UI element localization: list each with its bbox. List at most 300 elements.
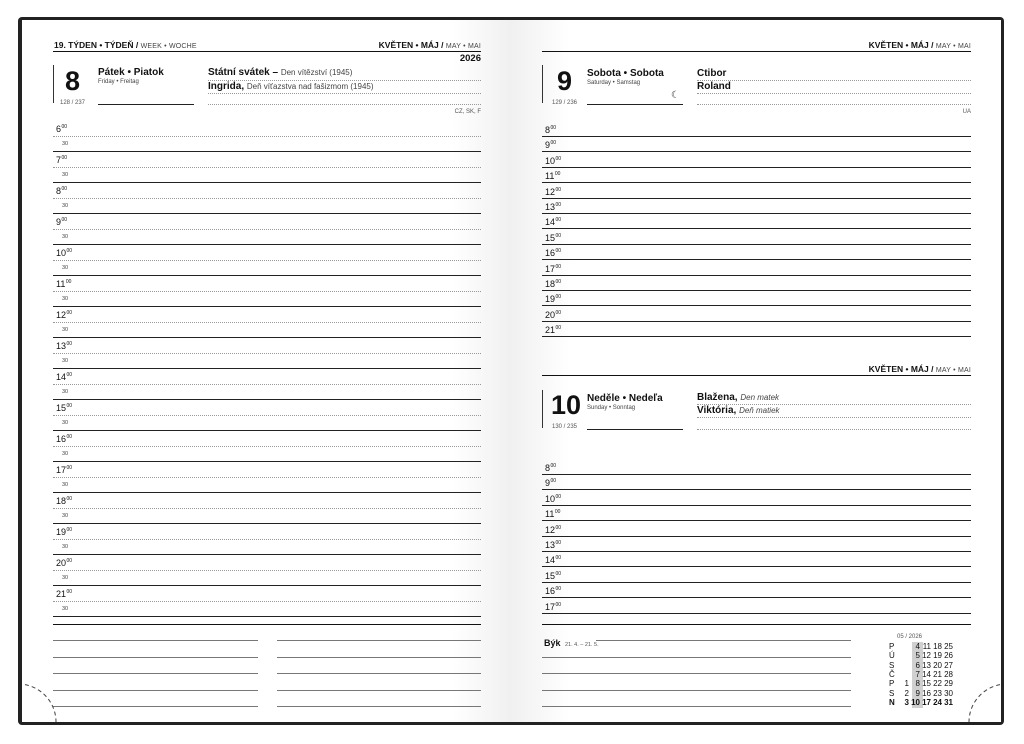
day-vbar xyxy=(542,65,543,103)
hour-number: 10 xyxy=(545,493,556,504)
notes-line[interactable] xyxy=(277,690,481,691)
hour-label xyxy=(545,140,556,150)
hour-minutes: 00 xyxy=(66,496,73,502)
half-hour-line xyxy=(53,570,481,571)
weekday-label: P xyxy=(889,642,895,651)
hour-minutes: 00 xyxy=(555,217,562,224)
half-hour-line xyxy=(53,260,481,261)
hour-minutes: 00 xyxy=(66,434,73,440)
hour-line[interactable] xyxy=(53,306,481,307)
half-hour-label: 30 xyxy=(62,141,69,147)
hour-line[interactable] xyxy=(542,136,971,137)
calendar-day: 20 xyxy=(933,660,942,670)
half-hour-label: 30 xyxy=(62,606,69,612)
page-corner-decoration xyxy=(22,670,68,722)
hour-label xyxy=(56,217,67,227)
half-hour-label: 30 xyxy=(62,451,69,457)
notes-line[interactable] xyxy=(596,640,851,641)
mini-calendar-row xyxy=(889,679,953,688)
notes-line[interactable] xyxy=(542,706,851,707)
hour-label xyxy=(56,186,67,196)
hour-minutes: 00 xyxy=(555,232,562,239)
mini-calendar-row xyxy=(889,642,953,651)
calendar-day: 14 xyxy=(922,669,931,679)
hour-label xyxy=(56,248,72,258)
calendar-day: 23 xyxy=(933,688,942,698)
hour-number: 8 xyxy=(545,463,551,473)
hour-line[interactable] xyxy=(53,275,481,276)
day-name: Sobota • Sobota xyxy=(587,68,664,79)
hour-line[interactable] xyxy=(53,585,481,586)
hour-number: 12 xyxy=(545,524,556,535)
half-hour-line xyxy=(53,477,481,478)
hour-number: 11 xyxy=(56,279,66,289)
hour-number: 12 xyxy=(56,310,67,320)
weekday-label: S xyxy=(889,660,895,670)
half-hour-label: 30 xyxy=(62,420,69,426)
event-1 xyxy=(208,67,352,78)
hour-label xyxy=(56,155,67,165)
hour-number: 8 xyxy=(56,186,62,196)
hour-line[interactable] xyxy=(53,244,481,245)
hour-minutes: 00 xyxy=(61,155,68,161)
half-hour-label: 30 xyxy=(62,358,69,364)
calendar-day: 21 xyxy=(933,669,942,679)
hour-line[interactable] xyxy=(53,492,481,493)
hour-label xyxy=(545,540,561,550)
hour-label xyxy=(545,509,560,519)
hour-line[interactable] xyxy=(542,582,971,583)
notes-rule xyxy=(53,624,481,625)
month-label: KVĚTEN • MÁJ / xyxy=(868,364,934,374)
mini-calendar-row xyxy=(889,689,953,698)
hour-number: 9 xyxy=(56,217,62,227)
hour-line[interactable] xyxy=(542,290,971,291)
notes-line[interactable] xyxy=(277,706,481,707)
hour-label xyxy=(545,264,561,274)
hour-number: 7 xyxy=(56,155,62,165)
zodiac xyxy=(544,633,599,651)
notes-line[interactable] xyxy=(542,657,851,658)
calendar-day: 19 xyxy=(933,651,942,661)
hour-minutes: 00 xyxy=(61,124,68,130)
calendar-day: 5 xyxy=(915,651,920,661)
hour-minutes: 00 xyxy=(555,279,562,285)
half-hour-label: 30 xyxy=(62,327,69,333)
day-underline xyxy=(587,429,683,430)
hour-number: 18 xyxy=(545,279,556,289)
month-header-right xyxy=(869,40,971,50)
month-header-day2 xyxy=(869,364,971,374)
hour-minutes: 00 xyxy=(555,294,562,301)
hour-line[interactable] xyxy=(542,613,971,614)
calendar-day: 15 xyxy=(922,679,931,689)
month-header-left xyxy=(379,40,481,50)
page-corner-decoration xyxy=(957,670,1001,722)
calendar-day: 9 xyxy=(915,688,920,698)
hour-number: 15 xyxy=(545,232,556,243)
day-count: 130 / 235 xyxy=(552,424,578,430)
calendar-day: 2 xyxy=(904,688,909,698)
hour-line[interactable] xyxy=(542,597,971,598)
half-hour-label: 30 xyxy=(62,203,69,209)
header-rule xyxy=(542,375,971,376)
hour-minutes: 00 xyxy=(555,540,562,546)
hour-label xyxy=(545,202,561,212)
day-name: Pátek • Piatok xyxy=(98,67,164,78)
day-number: 10 xyxy=(551,390,582,420)
hour-minutes: 00 xyxy=(555,263,562,270)
event-2-name: Ingrida, xyxy=(208,81,245,92)
notes-line[interactable] xyxy=(277,673,481,674)
hour-line[interactable] xyxy=(542,228,971,229)
hour-number: 21 xyxy=(56,589,67,599)
hour-number: 9 xyxy=(545,478,551,489)
hour-number: 8 xyxy=(545,125,551,135)
hour-line[interactable] xyxy=(542,259,971,260)
month-sub: MAY • MAI xyxy=(445,43,481,50)
half-hour-line xyxy=(53,601,481,602)
notes-line[interactable] xyxy=(277,640,481,641)
hour-minutes: 00 xyxy=(555,601,562,608)
hour-label xyxy=(545,248,561,258)
half-hour-line xyxy=(53,446,481,447)
nameday-line xyxy=(697,104,971,105)
hour-minutes: 00 xyxy=(555,155,562,162)
notes-line[interactable] xyxy=(53,640,258,641)
half-hour-line xyxy=(53,322,481,323)
calendar-day: 31 xyxy=(944,697,953,707)
hour-line[interactable] xyxy=(542,566,971,567)
hour-minutes: 00 xyxy=(66,465,73,471)
day-name: Neděle • Nedeľa xyxy=(587,393,663,404)
left-page xyxy=(22,20,511,722)
nameday-1 xyxy=(697,392,779,403)
calendar-day: 1 xyxy=(904,679,909,689)
notes-line[interactable] xyxy=(542,690,851,691)
calendar-day: 25 xyxy=(944,642,953,651)
mini-calendar-row xyxy=(889,651,953,660)
half-hour-label: 30 xyxy=(62,389,69,395)
hour-minutes: 00 xyxy=(61,217,68,223)
nameday-line xyxy=(697,429,971,430)
half-hour-line xyxy=(53,291,481,292)
day-vbar xyxy=(53,65,54,103)
hour-label xyxy=(56,372,72,382)
mini-calendar-row xyxy=(889,670,953,679)
event-line xyxy=(208,93,481,94)
hour-label xyxy=(545,187,561,197)
hour-number: 10 xyxy=(545,155,556,166)
hour-number: 17 xyxy=(545,263,556,274)
hour-number: 14 xyxy=(545,217,556,228)
country-code: CZ, SK, F xyxy=(454,109,481,115)
hour-line[interactable] xyxy=(542,305,971,306)
hour-number: 9 xyxy=(545,140,551,151)
nameday-line xyxy=(697,93,971,94)
hour-number: 19 xyxy=(56,527,67,537)
weekday-label: Č xyxy=(889,669,895,679)
hour-minutes: 00 xyxy=(550,140,557,147)
hour-minutes: 00 xyxy=(550,463,557,469)
country-code: UA xyxy=(962,109,971,115)
hour-label xyxy=(56,589,72,599)
day-sub: Sunday • Sonntag xyxy=(587,405,636,411)
day-underline xyxy=(98,104,194,105)
hour-number: 10 xyxy=(56,248,67,258)
hour-minutes: 00 xyxy=(555,524,562,531)
hour-line[interactable] xyxy=(53,368,481,369)
hour-line[interactable] xyxy=(53,213,481,214)
hour-label xyxy=(56,434,72,444)
half-hour-line xyxy=(53,508,481,509)
calendar-day: 24 xyxy=(933,697,942,707)
hour-line[interactable] xyxy=(542,474,971,475)
hour-line[interactable] xyxy=(53,182,481,183)
notes-line[interactable] xyxy=(53,673,258,674)
calendar-day: 28 xyxy=(944,669,953,679)
hour-number: 15 xyxy=(56,403,67,413)
hour-line[interactable] xyxy=(53,399,481,400)
hour-minutes: 00 xyxy=(555,186,562,193)
event-line xyxy=(208,104,481,105)
zodiac-dates: 21. 4. – 21. 5. xyxy=(564,642,599,648)
calendar-day: 30 xyxy=(944,688,953,698)
hour-minutes: 00 xyxy=(555,248,562,255)
half-hour-label: 30 xyxy=(62,513,69,519)
hour-line[interactable] xyxy=(53,616,481,617)
hour-label xyxy=(545,463,556,473)
hour-label xyxy=(545,217,561,227)
hour-line[interactable] xyxy=(542,321,971,322)
calendar-day: 18 xyxy=(933,642,942,651)
hour-number: 11 xyxy=(545,171,555,182)
hour-line[interactable] xyxy=(542,167,971,168)
month-label: KVĚTEN • MÁJ / xyxy=(868,40,934,50)
hour-line[interactable] xyxy=(542,244,971,245)
hour-minutes: 00 xyxy=(66,558,73,564)
hour-line[interactable] xyxy=(542,505,971,506)
hour-minutes: 00 xyxy=(555,493,562,500)
hour-number: 13 xyxy=(56,341,67,351)
hour-number: 14 xyxy=(545,555,556,566)
month-sub: MAY • MAI xyxy=(935,43,971,50)
hour-line[interactable] xyxy=(53,337,481,338)
hour-number: 20 xyxy=(56,558,67,568)
hour-number: 16 xyxy=(545,586,556,597)
calendar-day: 13 xyxy=(922,660,931,670)
hour-minutes: 00 xyxy=(66,589,73,595)
hour-minutes: 00 xyxy=(66,248,73,254)
half-hour-line xyxy=(53,229,481,230)
hour-minutes: 00 xyxy=(61,186,68,192)
hour-label xyxy=(545,171,560,181)
calendar-day: 6 xyxy=(915,660,920,670)
mini-calendar-row xyxy=(889,661,953,670)
hour-number: 21 xyxy=(545,325,556,336)
hour-label xyxy=(56,496,72,506)
hour-label xyxy=(56,527,72,537)
day-number: 9 xyxy=(557,66,573,96)
half-hour-label: 30 xyxy=(62,544,69,550)
hour-line[interactable] xyxy=(542,551,971,552)
hour-line[interactable] xyxy=(542,336,971,337)
hour-number: 15 xyxy=(545,570,556,581)
hour-number: 6 xyxy=(56,124,62,134)
hour-minutes: 00 xyxy=(65,279,72,285)
notes-line[interactable] xyxy=(53,706,258,707)
month-sub: MAY • MAI xyxy=(935,367,971,374)
month-label: KVĚTEN • MÁJ / xyxy=(378,40,444,50)
hour-label xyxy=(545,555,561,565)
hour-minutes: 00 xyxy=(555,202,562,208)
hour-line[interactable] xyxy=(542,536,971,537)
day-underline xyxy=(587,104,683,105)
day-sub: Friday • Freitag xyxy=(98,79,139,85)
hour-label xyxy=(545,525,561,535)
hour-label xyxy=(545,571,561,581)
hour-number: 14 xyxy=(56,372,67,382)
hour-minutes: 00 xyxy=(66,527,73,533)
week-header xyxy=(54,40,197,50)
calendar-day: 29 xyxy=(944,679,953,689)
hour-minutes: 00 xyxy=(66,341,73,347)
half-hour-line xyxy=(53,415,481,416)
event-1-note: Den vítězství (1945) xyxy=(280,68,353,77)
hour-number: 16 xyxy=(56,434,67,444)
hour-label xyxy=(545,125,556,135)
hour-line[interactable] xyxy=(542,489,971,490)
half-hour-line xyxy=(53,353,481,354)
calendar-day: 27 xyxy=(944,660,953,670)
hour-minutes: 00 xyxy=(555,555,562,562)
hour-number: 16 xyxy=(545,248,556,259)
hour-minutes: 00 xyxy=(66,403,73,409)
day-count: 128 / 237 xyxy=(60,100,86,106)
hour-label xyxy=(545,478,556,488)
notes-line[interactable] xyxy=(277,657,481,658)
calendar-day: 3 xyxy=(904,697,909,707)
week-label: 19. TÝDEN • TÝDEŇ / xyxy=(54,40,139,50)
hour-minutes: 00 xyxy=(555,570,562,577)
hour-minutes: 00 xyxy=(554,171,561,178)
hour-line[interactable] xyxy=(542,275,971,276)
hour-line[interactable] xyxy=(542,520,971,521)
notes-line[interactable] xyxy=(542,673,851,674)
hour-label xyxy=(545,310,561,320)
weekday-label: Ú xyxy=(889,651,895,661)
hour-line[interactable] xyxy=(53,151,481,152)
hour-line[interactable] xyxy=(542,213,971,214)
hour-label xyxy=(545,494,561,504)
hour-number: 11 xyxy=(545,509,555,520)
hour-minutes: 00 xyxy=(554,509,561,516)
hour-line[interactable] xyxy=(53,461,481,462)
hour-number: 17 xyxy=(56,465,67,475)
calendar-day: 26 xyxy=(944,651,953,661)
right-page xyxy=(511,20,1001,722)
hour-number: 18 xyxy=(56,496,67,506)
calendar-day: 8 xyxy=(915,679,920,689)
hour-number: 13 xyxy=(545,202,556,212)
hour-label xyxy=(545,586,561,596)
calendar-day: 16 xyxy=(922,688,931,698)
hour-label xyxy=(545,325,561,335)
half-hour-line xyxy=(53,198,481,199)
notes-line[interactable] xyxy=(53,657,258,658)
calendar-day: 17 xyxy=(922,697,931,707)
nameday-2: Roland xyxy=(697,81,731,92)
hour-line[interactable] xyxy=(53,523,481,524)
nameday-1-note: Den matek xyxy=(740,393,780,402)
hour-label xyxy=(545,233,561,243)
hour-line[interactable] xyxy=(53,554,481,555)
hour-minutes: 00 xyxy=(66,372,73,378)
calendar-day: 12 xyxy=(922,651,931,661)
hour-number: 20 xyxy=(545,309,556,320)
event-2-note: Deň víťazstva nad fašizmom (1945) xyxy=(246,82,374,91)
calendar-day: 11 xyxy=(922,642,931,651)
day-vbar xyxy=(542,390,543,428)
hour-label xyxy=(56,341,72,351)
header-rule xyxy=(542,51,971,52)
hour-minutes: 00 xyxy=(555,309,562,316)
weekday-label: P xyxy=(889,679,895,689)
weekday-label: N xyxy=(889,697,895,707)
half-hour-line xyxy=(53,384,481,385)
nameday-1-name: Blažena, xyxy=(697,392,738,403)
hour-number: 12 xyxy=(545,186,556,197)
nameday-2 xyxy=(697,405,780,416)
hour-minutes: 00 xyxy=(555,586,562,593)
hour-line[interactable] xyxy=(542,151,971,152)
half-hour-label: 30 xyxy=(62,575,69,581)
hour-label xyxy=(56,403,72,413)
hour-minutes: 00 xyxy=(66,310,73,316)
event-1-name: Státní svátek – xyxy=(208,67,279,78)
hour-number: 13 xyxy=(545,540,556,550)
year-label: 2026 xyxy=(459,53,481,64)
hour-label xyxy=(545,279,561,289)
hour-label xyxy=(545,602,561,612)
half-hour-label: 30 xyxy=(62,172,69,178)
zodiac-name: Býk xyxy=(544,638,561,648)
bottom-rule xyxy=(542,624,971,625)
hour-line[interactable] xyxy=(542,182,971,183)
hour-line[interactable] xyxy=(542,198,971,199)
hour-label xyxy=(545,294,561,304)
calendar-day: 22 xyxy=(933,679,942,689)
notes-line[interactable] xyxy=(53,690,258,691)
hour-number: 19 xyxy=(545,294,556,305)
week-sub: WEEK • WOCHE xyxy=(140,43,197,50)
half-hour-line xyxy=(53,539,481,540)
half-hour-label: 30 xyxy=(62,234,69,240)
half-hour-label: 30 xyxy=(62,296,69,302)
half-hour-line xyxy=(53,167,481,168)
half-hour-label: 30 xyxy=(62,482,69,488)
day-number: 8 xyxy=(65,66,81,96)
hour-line[interactable] xyxy=(53,430,481,431)
hour-label xyxy=(56,558,72,568)
header-rule xyxy=(53,51,481,52)
hour-label xyxy=(545,156,561,166)
nameday-line xyxy=(697,80,971,81)
hour-label xyxy=(56,465,72,475)
hour-minutes: 00 xyxy=(550,478,557,485)
nameday-2-name: Viktória, xyxy=(697,405,737,416)
moon-phase-icon: ☾ xyxy=(671,90,680,101)
